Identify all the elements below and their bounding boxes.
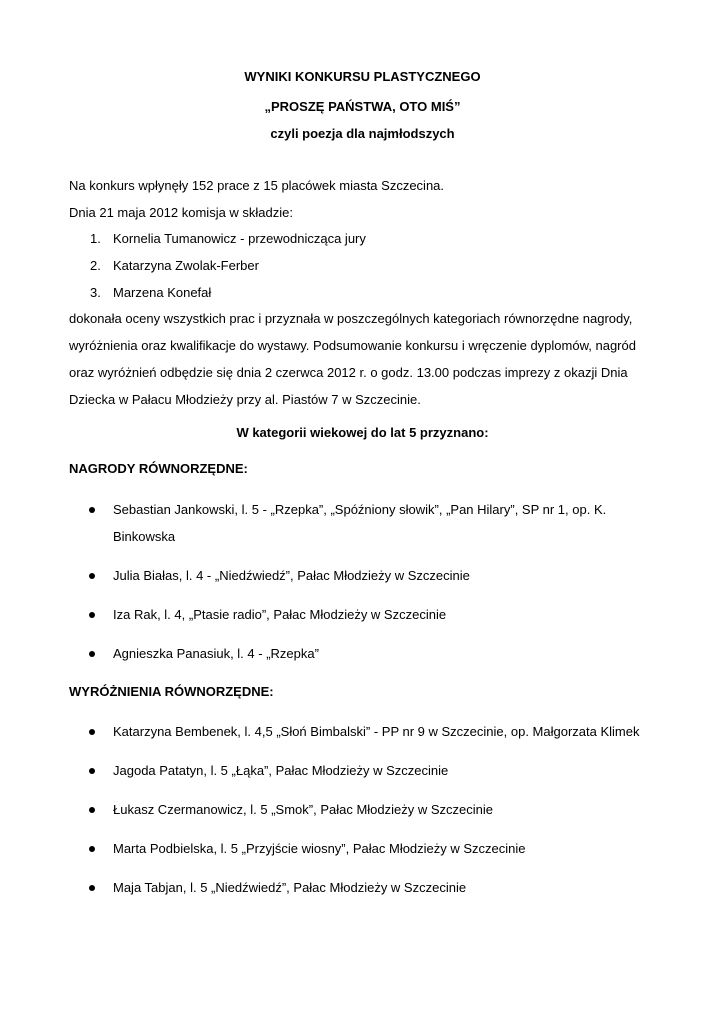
jury-number: 2. bbox=[90, 258, 101, 273]
jury-number: 3. bbox=[90, 285, 101, 300]
award-text: Sebastian Jankowski, l. 5 - „Rzepka”, „Spóźniony słowik”, „Pan Hilary”, SP nr 1, op. K. bbox=[113, 502, 607, 517]
bullet-icon bbox=[89, 612, 95, 618]
paragraph-line: dokonała oceny wszystkich prac i przyznała w poszczególnych kategoriach równorzędne nagrody, bbox=[69, 311, 633, 326]
awards-heading: NAGRODY RÓWNORZĘDNE: bbox=[69, 461, 248, 476]
bullet-icon bbox=[89, 885, 95, 891]
intro-line-1: Na konkurs wpłynęły 152 prace z 15 placówek miasta Szczecina. bbox=[69, 178, 445, 193]
award-text: Iza Rak, l. 4, „Ptasie radio”, Pałac Młodzieży w Szczecinie bbox=[113, 607, 447, 622]
distinction-text: Łukasz Czermanowicz, l. 5 „Smok”, Pałac Młodzieży w Szczecinie bbox=[113, 802, 494, 817]
award-text: Julia Białas, l. 4 - „Niedźwiedź”, Pałac Młodzieży w Szczecinie bbox=[113, 568, 470, 583]
bullet-icon bbox=[89, 651, 95, 657]
jury-name: Marzena Konefał bbox=[113, 285, 212, 300]
bullet-icon bbox=[89, 768, 95, 774]
distinction-text: Jagoda Patatyn, l. 5 „Łąka”, Pałac Młodzieży w Szczecinie bbox=[113, 763, 449, 778]
intro-line-2: Dnia 21 maja 2012 komisja w składzie: bbox=[69, 205, 293, 220]
paragraph-line: oraz wyróżnień odbędzie się dnia 2 czerwca 2012 r. o godz. 13.00 podczas imprezy z okazji Dnia bbox=[69, 365, 628, 380]
bullet-icon bbox=[89, 573, 95, 579]
award-text-continued: Binkowska bbox=[113, 529, 176, 544]
distinction-text: Katarzyna Bembenek, l. 4,5 „Słoń Bimbalski” - PP nr 9 w Szczecinie, op. Małgorzata Klimek bbox=[113, 724, 640, 739]
paragraph-line: Dziecka w Pałacu Młodzieży przy al. Piastów 7 w Szczecinie. bbox=[69, 392, 421, 407]
document-subtitle-2: czyli poezja dla najmłodszych bbox=[270, 126, 455, 141]
jury-number: 1. bbox=[90, 231, 101, 246]
category-heading: W kategorii wiekowej do lat 5 przyznano: bbox=[236, 425, 489, 440]
award-text: Agnieszka Panasiuk, l. 4 - „Rzepka” bbox=[113, 646, 319, 661]
jury-name: Katarzyna Zwolak-Ferber bbox=[113, 258, 259, 273]
document-subtitle: „PROSZĘ PAŃSTWA, OTO MIŚ” bbox=[264, 99, 461, 114]
document-title: WYNIKI KONKURSU PLASTYCZNEGO bbox=[244, 69, 481, 84]
distinctions-heading: WYRÓŻNIENIA RÓWNORZĘDNE: bbox=[69, 684, 274, 699]
distinction-text: Marta Podbielska, l. 5 „Przyjście wiosny”, Pałac Młodzieży w Szczecinie bbox=[113, 841, 526, 856]
jury-name: Kornelia Tumanowicz - przewodnicząca jury bbox=[113, 231, 366, 246]
paragraph-line: wyróżnienia oraz kwalifikacje do wystawy. Podsumowanie konkursu i wręczenie dyplomów, nagród bbox=[69, 338, 636, 353]
bullet-icon bbox=[89, 807, 95, 813]
bullet-icon bbox=[89, 507, 95, 513]
distinction-text: Maja Tabjan, l. 5 „Niedźwiedź”, Pałac Młodzieży w Szczecinie bbox=[113, 880, 467, 895]
bullet-icon bbox=[89, 729, 95, 735]
bullet-icon bbox=[89, 846, 95, 852]
